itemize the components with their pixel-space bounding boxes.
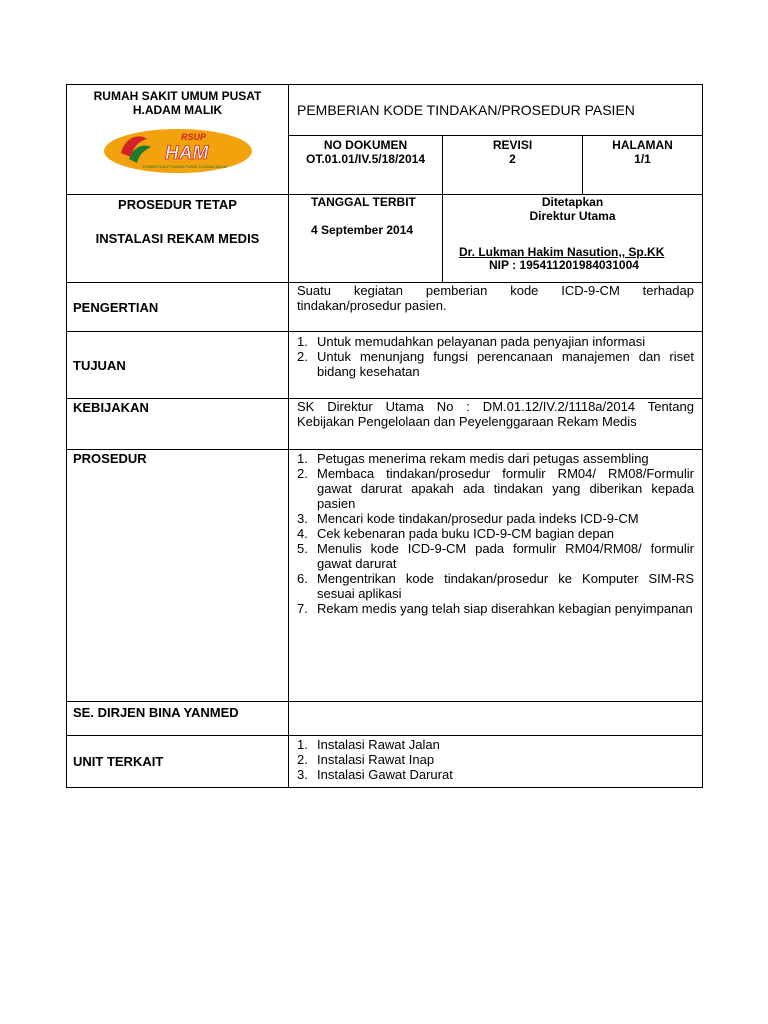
instalasi-heading: INSTALASI REKAM MEDIS xyxy=(95,231,260,246)
signer-nip: NIP : 195411201984031004 xyxy=(489,258,639,272)
list-number: 1. xyxy=(297,737,308,752)
list-text: Instalasi Gawat Darurat xyxy=(317,767,453,782)
logo-top-text: RSUP xyxy=(180,132,206,142)
no-dokumen-label: NO DOKUMEN xyxy=(323,138,408,152)
unit-terkait-label-cell xyxy=(67,736,289,788)
prosedur-tetap-heading: PROSEDUR TETAP xyxy=(118,197,237,212)
revisi-value: 2 xyxy=(509,152,516,166)
list-item xyxy=(297,752,694,767)
list-item xyxy=(297,601,694,616)
list-number: 2. xyxy=(297,752,308,767)
list-number: 2. xyxy=(297,466,308,481)
pengertian-content-cell xyxy=(289,283,703,332)
logo-main-text: HAM xyxy=(164,143,208,164)
list-item xyxy=(297,541,694,571)
pengertian-label-cell xyxy=(67,283,289,332)
list-item xyxy=(297,466,694,511)
hospital-name xyxy=(67,85,288,117)
hospital-name-line1: RUMAH SAKIT UMUM PUSAT xyxy=(93,89,262,103)
list-number: 1. xyxy=(297,451,308,466)
unit-terkait-content-cell xyxy=(289,736,703,788)
list-item xyxy=(297,349,694,379)
list-text: Instalasi Rawat Inap xyxy=(317,752,435,767)
no-dokumen-value: OT.01.01/IV.5/18/2014 xyxy=(306,152,425,166)
halaman-value: 1/1 xyxy=(634,152,651,166)
pengertian-text-line1: Suatu kegiatan pemberian kode ICD-9-CM terhadap xyxy=(297,283,694,298)
kebijakan-label: KEBIJAKAN xyxy=(73,400,149,415)
list-item xyxy=(297,737,694,752)
revisi-cell xyxy=(443,136,583,195)
tanggal-terbit-label: TANGGAL TERBIT xyxy=(311,195,416,209)
list-number: 3. xyxy=(297,511,308,526)
list-item xyxy=(297,571,694,601)
list-item xyxy=(297,511,694,526)
prosedur-tetap-cell xyxy=(67,195,289,283)
no-dokumen-cell xyxy=(289,136,443,195)
ditetapkan-label: Ditetapkan xyxy=(541,195,604,209)
se-dirjen-content-cell xyxy=(289,702,703,736)
unit-terkait-label: UNIT TERKAIT xyxy=(73,754,164,769)
direktur-label: Direktur Utama xyxy=(529,209,616,223)
prosedur-content-cell xyxy=(289,450,703,702)
list-text: Mencari kode tindakan/prosedur pada indeks ICD-9-CM xyxy=(317,511,639,526)
kebijakan-text: SK Direktur Utama No : DM.01.12/IV.2/1118a/2014 Tentang Kebijakan Pengelolaan dan Peyelenggaraan Rekam Medis xyxy=(297,399,694,429)
signer-name: Dr. Lukman Hakim Nasution,, Sp.KK xyxy=(459,245,665,259)
se-dirjen-label-cell xyxy=(67,702,289,736)
tujuan-content-cell xyxy=(289,332,703,399)
prosedur-label-cell xyxy=(67,450,289,702)
list-number: 4. xyxy=(297,526,308,541)
halaman-cell xyxy=(583,136,703,195)
list-text: Petugas menerima rekam medis dari petugas assembling xyxy=(317,451,649,466)
list-number: 3. xyxy=(297,767,308,782)
list-text: Instalasi Rawat Jalan xyxy=(317,737,440,752)
hospital-cell xyxy=(67,85,289,195)
list-item xyxy=(297,451,694,466)
prosedur-label: PROSEDUR xyxy=(73,451,147,466)
halaman-label: HALAMAN xyxy=(612,138,673,152)
se-dirjen-label: SE. DIRJEN BINA YANMED xyxy=(73,705,239,720)
kebijakan-label-cell xyxy=(67,399,289,450)
tujuan-label: TUJUAN xyxy=(73,357,126,373)
tujuan-label-cell xyxy=(67,332,289,399)
list-text: Cek kebenaran pada buku ICD-9-CM bagian depan xyxy=(317,526,615,541)
list-number: 7. xyxy=(297,601,308,616)
list-number: 6. xyxy=(297,571,308,586)
hospital-name-line2: H.ADAM MALIK xyxy=(132,103,223,117)
ditetapkan-cell xyxy=(443,195,703,283)
list-number: 2. xyxy=(297,349,308,364)
prosedur-list xyxy=(297,451,694,616)
sop-document xyxy=(66,84,702,788)
title-cell xyxy=(289,85,703,136)
list-text: Untuk menunjang fungsi perencanaan manajemen dan riset bidang kesehatan xyxy=(317,349,694,379)
document-title: PEMBERIAN KODE TINDAKAN/PROSEDUR PASIEN xyxy=(297,102,635,118)
logo-sub-text: RUMAH SAKIT UMUM PUSAT H.ADAM MALIK xyxy=(142,164,228,169)
tanggal-terbit-value: 4 September 2014 xyxy=(311,223,414,237)
kebijakan-content-cell xyxy=(289,399,703,450)
list-text: Untuk memudahkan pelayanan pada penyajian informasi xyxy=(317,334,646,349)
list-item xyxy=(297,767,694,782)
list-number: 1. xyxy=(297,334,308,349)
list-item xyxy=(297,334,694,349)
pengertian-text-line2: tindakan/prosedur pasien. xyxy=(297,298,447,313)
unit-terkait-list xyxy=(297,737,694,782)
tanggal-terbit-cell xyxy=(289,195,443,283)
list-text: Membaca tindakan/prosedur formulir RM04/ RM08/Formulir gawat darurat apakah ada tindakan yang diberikan kepada pasien xyxy=(317,466,694,511)
list-text: Menulis kode ICD-9-CM pada formulir RM04/RM08/ formulir gawat darurat xyxy=(317,541,694,571)
list-text: Mengentrikan kode tindakan/prosedur ke Komputer SIM-RS sesuai aplikasi xyxy=(317,571,694,601)
list-text: Rekam medis yang telah siap diserahkan kebagian penyimpanan xyxy=(317,601,693,616)
pengertian-label: PENGERTIAN xyxy=(73,299,159,315)
list-item xyxy=(297,526,694,541)
tujuan-list xyxy=(297,334,694,379)
rsup-ham-logo xyxy=(103,123,253,175)
sop-table xyxy=(66,84,703,788)
revisi-label: REVISI xyxy=(492,138,533,152)
list-number: 5. xyxy=(297,541,308,556)
